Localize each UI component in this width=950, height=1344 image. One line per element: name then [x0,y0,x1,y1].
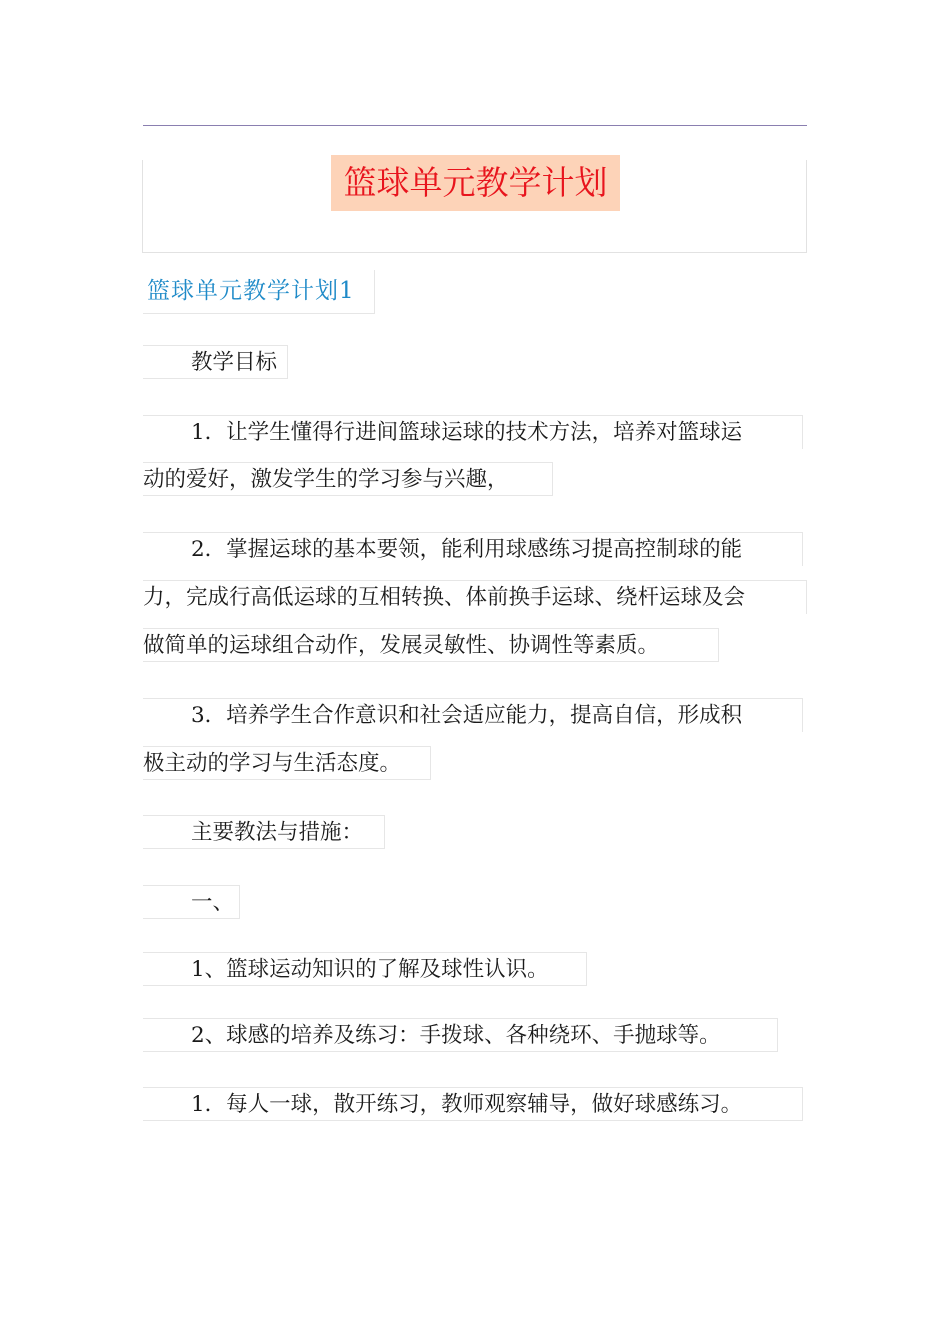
paragraph-1-line-2: 动的爱好，激发学生的学习参与兴趣， [143,462,553,496]
paragraph-2-line-1: 2．掌握运球的基本要领，能利用球感练习提高控制球的能 [143,532,803,566]
list-item-3: 1．每人一球，散开练习，教师观察辅导，做好球感练习。 [143,1087,803,1121]
paragraph-3-line-2: 极主动的学习与生活态度。 [143,746,431,780]
goal-heading: 教学目标 [143,345,288,379]
list-item-2: 2、球感的培养及练习：手拨球、各种绕环、手抛球等。 [143,1018,778,1052]
list-item-1: 1、篮球运动知识的了解及球性认识。 [143,952,587,986]
section-heading: 篮球单元教学计划1 [143,270,375,314]
paragraph-3-line-1: 3．培养学生合作意识和社会适应能力，提高自信，形成积 [143,698,803,732]
section-one-heading: 一、 [143,885,240,919]
paragraph-1-line-1: 1．让学生懂得行进间篮球运球的技术方法，培养对篮球运 [143,415,803,449]
paragraph-2-line-3: 做简单的运球组合动作，发展灵敏性、协调性等素质。 [143,628,719,662]
paragraph-2-line-2: 力，完成行高低运球的互相转换、体前换手运球、绕杆运球及会 [143,580,807,614]
top-rule [143,125,807,126]
method-heading: 主要教法与措施： [143,815,385,849]
document-title: 篮球单元教学计划 [331,155,620,211]
